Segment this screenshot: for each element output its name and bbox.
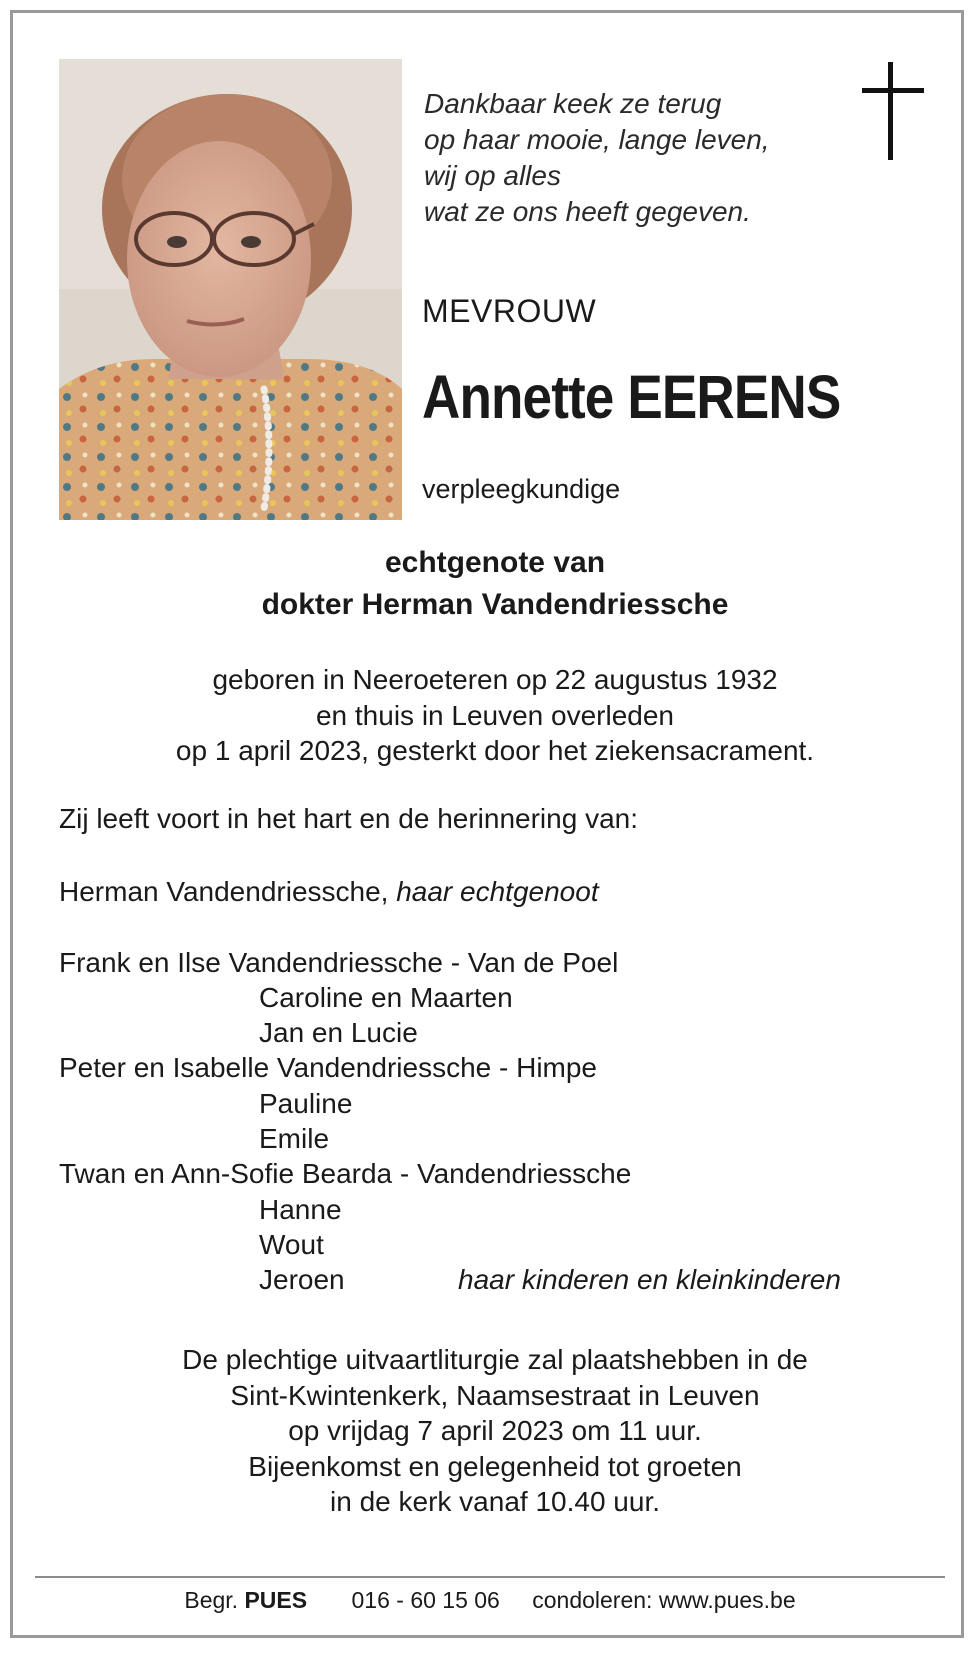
- begr-label: Begr.: [184, 1587, 239, 1613]
- poem-line: Dankbaar keek ze terug: [424, 88, 722, 119]
- funeral-line: in de kerk vanaf 10.40 uur.: [330, 1486, 660, 1517]
- spouse-line: echtgenote van: [384, 546, 606, 579]
- spouse-line: dokter Herman Vandendriessche: [261, 588, 729, 621]
- funeral-line: op vrijdag 7 april 2023 om 11 uur.: [288, 1415, 702, 1446]
- funeral-line: Sint-Kwintenkerk, Naamsestraat in Leuven: [230, 1379, 760, 1411]
- deceased-name: Annette EERENS: [422, 363, 841, 431]
- family-parents: Frank en Ilse Vandendriessche - Van de Poel: [59, 946, 619, 978]
- undertaker-name: PUES: [244, 1587, 308, 1613]
- family-child: Hanne: [259, 1193, 342, 1225]
- family-list: [59, 874, 939, 1298]
- birth-death-line: geboren in Neeroeteren op 22 augustus 1932: [212, 664, 778, 695]
- honorific: MEVROUW: [422, 293, 597, 329]
- funeral-line: Bijeenkomst en gelegenheid tot groeten: [248, 1450, 742, 1482]
- cross-icon: [862, 62, 924, 160]
- survivors-intro: Zij leeft voort in het hart en de herinnering van:: [59, 803, 639, 834]
- spouse-block: [0, 542, 980, 626]
- birth-death-line: en thuis in Leuven overleden: [315, 699, 675, 731]
- family-role: haar kinderen en kleinkinderen: [458, 1264, 841, 1296]
- footer-divider: [35, 1576, 945, 1578]
- phone-number: 016 - 60 15 06: [351, 1587, 500, 1613]
- funeral-details: [0, 1342, 980, 1520]
- funeral-line: De plechtige uitvaartliturgie zal plaatshebben in de: [182, 1344, 808, 1375]
- poem-line: wat ze ons heeft gegeven.: [424, 196, 751, 227]
- profession: verpleegkundige: [422, 474, 621, 504]
- birth-death-line: op 1 april 2023, gesterkt door het ziekensacrament.: [175, 735, 815, 766]
- birth-death-block: [0, 662, 980, 769]
- family-parents: Peter en Isabelle Vandendriessche - Himpe: [59, 1052, 598, 1084]
- family-parents: Twan en Ann-Sofie Bearda - Vandendriessche: [59, 1158, 632, 1190]
- husband-role: haar echtgenoot: [396, 876, 599, 907]
- family-child-last-row: [59, 1262, 939, 1297]
- poem-line: wij op alles: [424, 160, 561, 191]
- family-child: Emile: [259, 1123, 330, 1155]
- husband-row: [59, 874, 939, 909]
- family-child: Pauline: [259, 1087, 353, 1119]
- footer: [0, 1587, 980, 1614]
- condolences-link: condoleren: www.pues.be: [532, 1587, 796, 1613]
- portrait-photo: [59, 59, 402, 520]
- family-child: Caroline en Maarten: [259, 981, 513, 1013]
- memorial-poem: [424, 86, 804, 230]
- family-child: Wout: [259, 1228, 324, 1260]
- husband-name: Herman Vandendriessche,: [59, 876, 389, 907]
- poem-line: op haar mooie, lange leven,: [424, 124, 770, 155]
- family-child: Jan en Lucie: [259, 1017, 418, 1049]
- family-child: Jeroen: [259, 1264, 345, 1296]
